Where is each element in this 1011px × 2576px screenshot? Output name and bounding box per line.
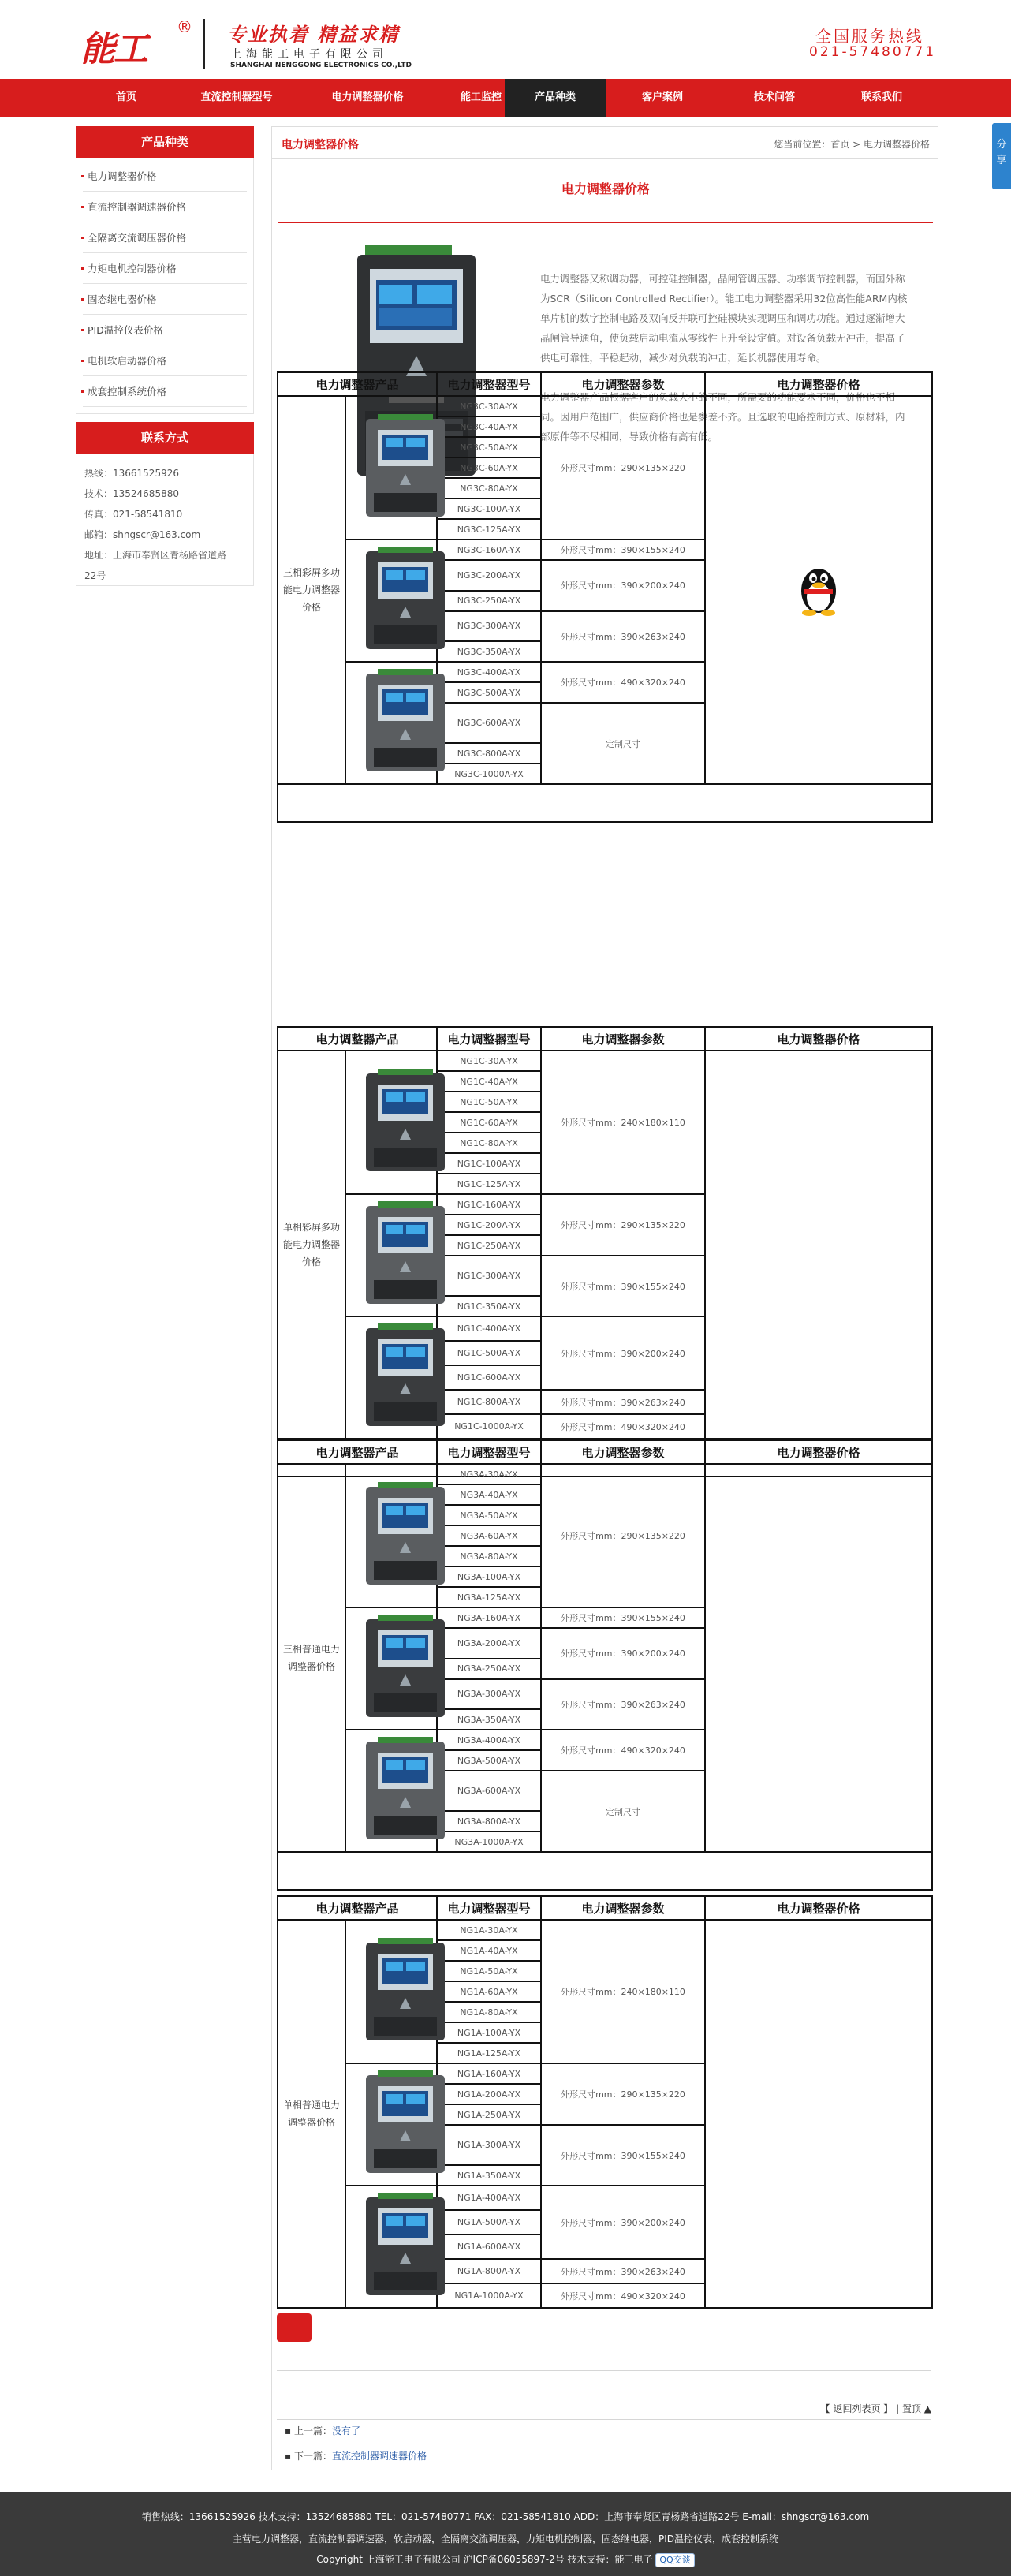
table-row [278,1464,932,1484]
model-cell: NG1C-200A-YX [437,1215,541,1235]
product-image [346,1317,464,1435]
product-image [346,2064,464,2182]
title-divider [278,222,933,223]
intro-paragraph-1: 电力调整器又称调功器，可控硅控制器，晶闸管调压器、功率调节控制器，而国外称为SCR（Silicon Controlled Rectifier）。能工电力调整器采用32位高性能ARM内核单片机的数字控制电路及双向反并联可控硅模块实现调压和调功功能。通过逐渐增大晶闸管导通角，使负载启动电流从零线性上升至设定值。对设备负载无冲击，提高了供电可靠性，平稳起动，减少对负载的冲击，延长机器使用寿命。 [540,273,908,364]
product-image [346,1476,464,1594]
company-name-cn: 上海能工电子有限公司 [230,48,388,61]
sidebar-category-item[interactable]: 电机软启动器价格 [83,345,247,376]
model-cell: NG3C-125A-YX [437,519,541,539]
size-cell: 定制尺寸 [541,1771,705,1852]
size-cell: 外形尺寸mm：390×200×240 [541,1628,705,1679]
contact-line: 地址：上海市奉贤区青杨路省道路 [84,550,227,561]
sidebar-category-item[interactable]: 固态继电器价格 [83,284,247,315]
breadcrumb[interactable]: 您当前位置：首页 > 电力调整器价格 [774,139,930,150]
product-image-cell [345,396,437,539]
model-cell: NG3A-400A-YX [437,1730,541,1750]
product-table [277,1439,933,1891]
next-link[interactable]: 直流控制器调速器价格 [331,2451,427,2462]
product-table [277,371,933,823]
next-label: 下一篇： [293,2451,332,2462]
size-cell: 外形尺寸mm：390×263×240 [541,611,705,663]
model-cell: NG1A-160A-YX [437,2063,541,2084]
hotline-label: 全国服务热线 [815,27,924,46]
site-header [0,0,1011,79]
red-action-button[interactable] [277,2313,312,2342]
model-cell: NG3A-30A-YX [437,1464,541,1484]
intro-paragraph-2: 电力调整器产品根据客户的负载大小的不同，所需要的功能要求不同，价格也不相同。因用户范围广，供应商价格也是参差不齐。且选取的电路控制方式、原材料，内部原件等不尽相同，导致价格有高有低。 [540,391,905,442]
model-cell: NG1C-350A-YX [437,1296,541,1316]
size-cell: 外形尺寸mm：390×200×240 [541,560,705,611]
hotline-number: 021-57480771 [809,44,937,60]
nav-item[interactable]: 首页 [115,91,136,103]
model-cell: NG3A-600A-YX [437,1771,541,1811]
size-cell: 外形尺寸mm：290×135×220 [541,2063,705,2125]
contact-line: 热线：13661525926 [84,468,179,479]
main-content [271,126,938,2470]
product-image-cell [345,662,437,784]
model-cell: NG1A-80A-YX [437,2002,541,2022]
table-header: 电力调整器型号 [437,1440,541,1464]
table-header: 电力调整器产品 [278,1896,437,1920]
logo-divider [203,19,205,69]
model-cell: NG1C-250A-YX [437,1235,541,1256]
model-cell: NG1A-250A-YX [437,2104,541,2125]
sidebar-category-item[interactable]: 力矩电机控制器价格 [83,253,247,284]
product-group-name: 单相彩屏多功能电力调整器价格 [278,1051,345,1439]
breadcrumb-bar [272,127,938,159]
model-cell: NG1A-100A-YX [437,2022,541,2043]
model-cell: NG3A-40A-YX [437,1484,541,1505]
table-header: 电力调整器产品 [278,1440,437,1464]
product-image [346,1608,464,1727]
contact-line: 邮箱：shngscr@163.com [84,529,201,540]
separator [277,2419,931,2420]
product-image-cell [345,2063,437,2186]
size-cell: 外形尺寸mm：290×135×220 [541,1194,705,1256]
product-group-name: 三相彩屏多功能电力调整器价格 [278,396,345,784]
size-cell: 外形尺寸mm：290×135×220 [541,396,705,539]
size-cell: 外形尺寸mm：390×263×240 [541,1679,705,1730]
category-title: 产品种类 [76,126,254,158]
nav-item[interactable]: 客户案例 [641,91,683,103]
table-header: 电力调整器参数 [541,1440,705,1464]
price-cell [705,396,932,784]
table-spacer [278,1852,932,1890]
sidebar-category-item[interactable]: PID温控仪表价格 [83,315,247,345]
model-cell: NG3C-300A-YX [437,611,541,642]
model-cell: NG3A-300A-YX [437,1679,541,1710]
model-cell: NG1A-200A-YX [437,2084,541,2104]
product-image [346,2186,464,2305]
model-cell: NG3A-80A-YX [437,1546,541,1566]
pager-links[interactable]: 【 返回列表页 】 | 置顶 ▲ [820,2403,931,2414]
size-cell: 外形尺寸mm：490×320×240 [541,2283,705,2308]
model-cell: NG1A-600A-YX [437,2234,541,2259]
page-title: 电力调整器价格 [561,181,650,196]
sidebar [76,126,254,586]
model-cell: NG1C-300A-YX [437,1256,541,1296]
product-image-cell [345,1316,437,1439]
table-header: 电力调整器产品 [278,1027,437,1051]
size-cell: 外形尺寸mm：390×155×240 [541,2125,705,2186]
model-cell: NG1A-1000A-YX [437,2283,541,2308]
section-title: 电力调整器价格 [282,139,359,151]
model-cell: NG1A-40A-YX [437,1940,541,1961]
table-row [278,396,932,416]
model-cell: NG3C-400A-YX [437,662,541,682]
prev-link[interactable]: 没有了 [331,2425,360,2436]
slogan: 专业执着 精益求精 [227,24,400,46]
model-cell: NG1A-30A-YX [437,1920,541,1940]
size-cell: 外形尺寸mm：390×155×240 [541,1256,705,1316]
product-image [346,1062,464,1181]
model-cell: NG1C-125A-YX [437,1174,541,1194]
sidebar-category-item[interactable]: 电力调整器价格 [83,161,247,192]
model-cell: NG3A-800A-YX [437,1811,541,1831]
model-cell: NG1C-60A-YX [437,1112,541,1133]
table-header: 电力调整器参数 [541,372,705,396]
model-cell: NG3C-160A-YX [437,539,541,560]
model-cell: NG1A-300A-YX [437,2125,541,2165]
share-button[interactable]: 分享 [992,123,1011,189]
model-cell: NG1C-1000A-YX [437,1414,541,1439]
model-cell: NG1C-160A-YX [437,1194,541,1215]
footer-copyright [0,2552,1011,2567]
model-cell: NG3A-500A-YX [437,1750,541,1771]
size-cell: 定制尺寸 [541,703,705,784]
table-spacer [278,784,932,822]
model-cell: NG1C-400A-YX [437,1316,541,1341]
logo[interactable]: 能工 [80,29,147,69]
size-cell: 外形尺寸mm：390×200×240 [541,2186,705,2259]
model-cell: NG1C-30A-YX [437,1051,541,1071]
model-cell: NG3A-160A-YX [437,1607,541,1628]
prev-article[interactable]: ▪ 上一篇：没有了 [285,2425,360,2436]
size-cell: 外形尺寸mm：490×320×240 [541,1414,705,1439]
model-cell: NG3A-60A-YX [437,1525,541,1546]
contact-info [76,454,254,586]
nav-item[interactable]: 能工监控 [460,91,502,103]
model-cell: NG1A-50A-YX [437,1961,541,1981]
sidebar-category-item[interactable]: 成套控制系统价格 [83,376,247,407]
model-cell: NG3C-250A-YX [437,591,541,611]
model-cell: NG3A-350A-YX [437,1709,541,1730]
model-cell: NG1C-500A-YX [437,1341,541,1365]
product-image [346,1932,464,2050]
model-cell: NG3C-60A-YX [437,457,541,478]
copyright-text: Copyright 上海能工电子有限公司 沪ICP备06055897-2号 技术支持：能工电子 [316,2554,653,2565]
model-cell: NG3A-250A-YX [437,1659,541,1679]
qq-chat-button[interactable]: QQ交谈 [655,2553,694,2567]
model-cell: NG3C-40A-YX [437,416,541,437]
model-cell: NG1A-350A-YX [437,2165,541,2186]
table-header: 电力调整器参数 [541,1896,705,1920]
model-cell: NG1C-40A-YX [437,1071,541,1092]
product-image [346,1195,464,1313]
size-cell: 外形尺寸mm：240×180×110 [541,1920,705,2063]
product-image-cell [345,1607,437,1730]
product-image [346,1730,464,1849]
product-image [346,663,464,781]
model-cell: NG1A-400A-YX [437,2186,541,2210]
registered-mark: ® [177,17,192,36]
size-cell: 外形尺寸mm：490×320×240 [541,662,705,703]
product-image-cell [345,1051,437,1194]
footer-contact: 销售热线：13661525926 技术支持：13524685880 TEL：021-57480771 FAX：021-58541810 ADD：上海市奉贤区青杨路省道路22号 E-mail：shngscr@163.com [141,2511,870,2522]
product-image [346,540,464,659]
model-cell: NG3C-600A-YX [437,703,541,743]
table-header: 电力调整器型号 [437,372,541,396]
table-header: 电力调整器产品 [278,372,437,396]
contact-line: 22号 [84,570,106,581]
model-cell: NG1C-50A-YX [437,1092,541,1112]
product-group-name: 三相普通电力调整器价格 [278,1464,345,1852]
model-cell: NG1C-80A-YX [437,1133,541,1153]
size-cell: 外形尺寸mm：290×135×220 [541,1464,705,1607]
table-header: 电力调整器价格 [705,1440,932,1464]
model-cell: NG3C-350A-YX [437,641,541,662]
table-header: 电力调整器参数 [541,1027,705,1051]
sidebar-category-item[interactable]: 直流控制器调速器价格 [83,192,247,222]
model-cell: NG1C-800A-YX [437,1390,541,1414]
size-cell: 外形尺寸mm：390×263×240 [541,2259,705,2283]
product-table [277,1026,933,1477]
product-image-cell [345,1464,437,1607]
table-header: 电力调整器价格 [705,372,932,396]
prev-label: 上一篇： [293,2425,332,2436]
table-header: 电力调整器型号 [437,1896,541,1920]
nav-item[interactable]: 联系我们 [860,91,902,103]
size-cell: 外形尺寸mm：490×320×240 [541,1730,705,1771]
model-cell: NG3A-1000A-YX [437,1831,541,1852]
product-image-cell [345,1920,437,2063]
contact-line: 传真：021-58541810 [84,509,183,520]
product-image [346,408,464,526]
product-group-name: 单相普通电力调整器价格 [278,1920,345,2308]
size-cell: 外形尺寸mm：390×263×240 [541,1390,705,1414]
separator [277,2370,931,2371]
footer [0,2492,1011,2576]
company-name-en: SHANGHAI NENGGONG ELECTRONICS CO.,LTD [230,62,412,69]
size-cell: 外形尺寸mm：390×155×240 [541,539,705,560]
model-cell: NG3C-50A-YX [437,437,541,457]
nav-item[interactable]: 产品种类 [505,79,606,117]
table-row [278,1920,932,1940]
table-header: 电力调整器型号 [437,1027,541,1051]
nav-item[interactable]: 电力调整器价格 [331,91,404,103]
size-cell: 外形尺寸mm：390×155×240 [541,1607,705,1628]
table-header: 电力调整器价格 [705,1027,932,1051]
model-cell: NG3A-100A-YX [437,1566,541,1587]
product-image-cell [345,1730,437,1852]
table-header: 电力调整器价格 [705,1896,932,1920]
model-cell: NG1A-500A-YX [437,2210,541,2234]
price-cell [705,1920,932,2308]
model-cell: NG1C-100A-YX [437,1153,541,1174]
product-image-cell [345,1194,437,1316]
qq-penguin-icon[interactable] [795,561,842,618]
main-nav [0,79,1011,117]
product-table [277,1895,933,2309]
model-cell: NG3A-200A-YX [437,1628,541,1659]
product-image-cell [345,2186,437,2308]
price-cell [705,1051,932,1439]
category-list [76,158,254,414]
model-cell: NG3A-50A-YX [437,1505,541,1525]
contact-line: 技术：13524685880 [84,488,179,499]
table-row [278,1051,932,1071]
model-cell: NG3C-1000A-YX [437,763,541,784]
model-cell: NG3C-80A-YX [437,478,541,498]
model-cell: NG3C-200A-YX [437,560,541,591]
nav-item[interactable]: 直流控制器型号 [200,91,273,103]
nav-item[interactable]: 技术问答 [753,91,795,103]
model-cell: NG3C-30A-YX [437,396,541,416]
model-cell: NG3C-500A-YX [437,682,541,703]
size-cell: 外形尺寸mm：240×180×110 [541,1051,705,1194]
model-cell: NG3C-100A-YX [437,498,541,519]
model-cell: NG1C-600A-YX [437,1365,541,1390]
product-image-cell [345,539,437,662]
model-cell: NG3A-125A-YX [437,1587,541,1607]
model-cell: NG1A-800A-YX [437,2259,541,2283]
model-cell: NG3C-800A-YX [437,743,541,763]
footer-products: 主营电力调整器，直流控制器调速器，软启动器，全隔离交流调压器，力矩电机控制器，固态继电器，PID温控仪表，成套控制系统 [232,2533,779,2544]
price-cell [705,1464,932,1852]
model-cell: NG1A-125A-YX [437,2043,541,2063]
contact-title: 联系方式 [76,422,254,454]
size-cell: 外形尺寸mm：390×200×240 [541,1316,705,1390]
next-article[interactable]: ▪ 下一篇：直流控制器调速器价格 [285,2451,427,2462]
model-cell: NG1A-60A-YX [437,1981,541,2002]
sidebar-category-item[interactable]: 全隔离交流调压器价格 [83,222,247,253]
